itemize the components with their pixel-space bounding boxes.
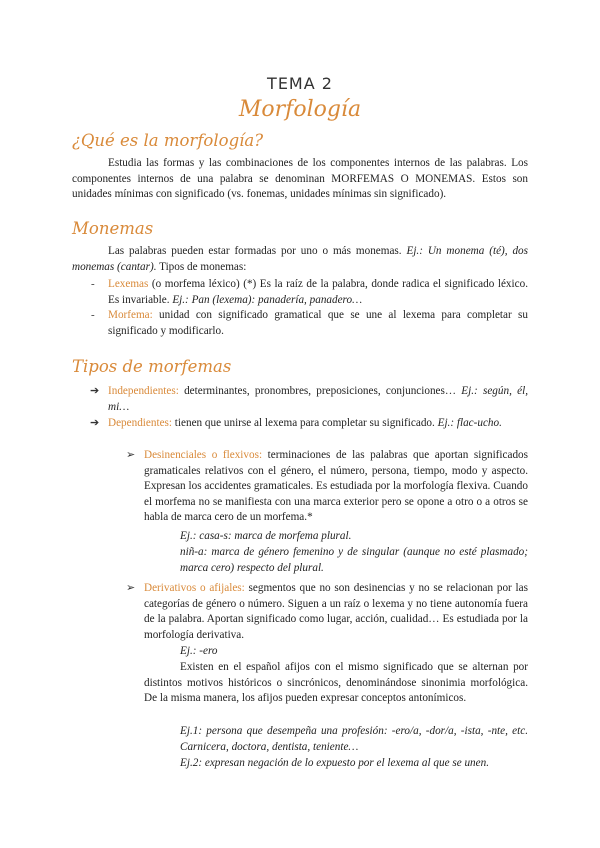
paragraph-sinonimia: Existen en el español afijos con el mismo significado que se alternan por distintos motivos históricos o sincrónicos, denominándose sinonimia morfológica. De la misma manera, los afijos pueden expresar conceptos antonímicos.	[144, 661, 528, 705]
arrow-bullet: ➔	[90, 385, 100, 397]
heading-monemas: Monemas	[72, 219, 154, 238]
term-morfema: Morfema:	[108, 309, 153, 321]
sub-arrow-bullet: ➢	[126, 449, 136, 461]
example-afijos-1: Ej.1: persona que desempeña una profesión: -ero/a, -dor/a, -ista, -nte, etc. Carnicera, doctora, dentista, teniente…	[180, 725, 528, 753]
term-derivativos: Derivativos o afijales:	[144, 582, 245, 594]
text-lexemas: (o morfema léxico) (*) Es la raíz de la palabra, donde radica el significado léxico. Es invariable.	[108, 278, 528, 306]
paragraph-monemas-intro	[72, 244, 528, 275]
list-item-independientes	[108, 384, 528, 415]
example-afijos-2: Ej.2: expresan negación de lo expuesto por el lexema al que se unen.	[180, 757, 490, 769]
list-item-derivativos	[144, 581, 528, 643]
example-independientes: Ej.: según, él, mi…	[108, 385, 528, 413]
example-desinenciales-1: Ej.: casa-s: marca de morfema plural.	[180, 530, 352, 542]
text-derivativos: segmentos que no son desinencias y no se relacionan por las categorías de género o número. Siguen a un raíz o lexema y no tiene autonomía fuera de la palabra. Aportan significado como lugar, acción, cualidad… Es estudiada por la morfología derivativa.	[144, 582, 528, 641]
text-morfema: unidad con significado gramatical que se une al lexema para completar su significado y modificarlo.	[108, 309, 528, 337]
term-independientes: Independientes:	[108, 385, 179, 397]
dash-bullet: -	[91, 278, 95, 290]
dash-bullet: -	[91, 309, 95, 321]
intro-example: Ej.: Un monema (té), dos monemas (cantar).	[72, 245, 528, 273]
paragraph-que-es: Estudia las formas y las combinaciones de los componentes internos de las palabras. Los componentes internos de una palabra se denominan MORFEMAS O MONEMAS. Estos son unidades mínimas con significado (vs. fonemas, unidades mínimas sin significado).	[72, 157, 528, 201]
heading-que-es: ¿Qué es la morfología?	[72, 131, 264, 150]
list-item-morfema	[108, 308, 528, 339]
page-subtitle: Morfología	[238, 97, 362, 122]
list-item-lexemas	[108, 277, 528, 308]
text-desinenciales: terminaciones de las palabras que aportan significados gramaticales relativos con el género, el número, persona, tiempo, modo y aspecto. Expresan los accidentes gramaticales. Es estudiada por la morfología flexiva. Cuando el morfema no se manifiesta con una marca exterior pero se opone a otro o a otros se habla de marca cero de un morfema.*	[144, 449, 528, 524]
text-independientes: determinantes, pronombres, preposiciones, conjunciones…	[178, 385, 462, 397]
term-desinenciales: Desinenciales o flexivos:	[144, 449, 263, 461]
heading-tipos: Tipos de morfemas	[72, 357, 232, 376]
list-item-desinenciales	[144, 448, 528, 526]
sub-arrow-bullet: ➢	[126, 582, 136, 594]
term-lexemas: Lexemas	[108, 278, 149, 290]
term-dependientes: Dependientes:	[108, 417, 172, 429]
example-desinenciales-2: niñ-a: marca de género femenino y de singular (aunque no esté plasmado; marca cero) respecto del plural.	[180, 546, 528, 574]
arrow-bullet: ➔	[90, 417, 100, 429]
list-item-dependientes	[108, 416, 528, 432]
intro-tail: Tipos de monemas:	[159, 260, 247, 273]
text-dependientes: tienen que unirse al lexema para completar su significado.	[172, 417, 438, 429]
intro-text: Las palabras pueden estar formadas por uno o más monemas.	[108, 245, 402, 257]
example-lexemas: Ej.: Pan (lexema): panadería, panadero…	[172, 293, 363, 306]
page-title: TEMA 2	[267, 74, 333, 93]
example-derivativos: Ej.: -ero	[180, 645, 218, 657]
example-dependientes: Ej.: flac-ucho.	[437, 417, 502, 429]
